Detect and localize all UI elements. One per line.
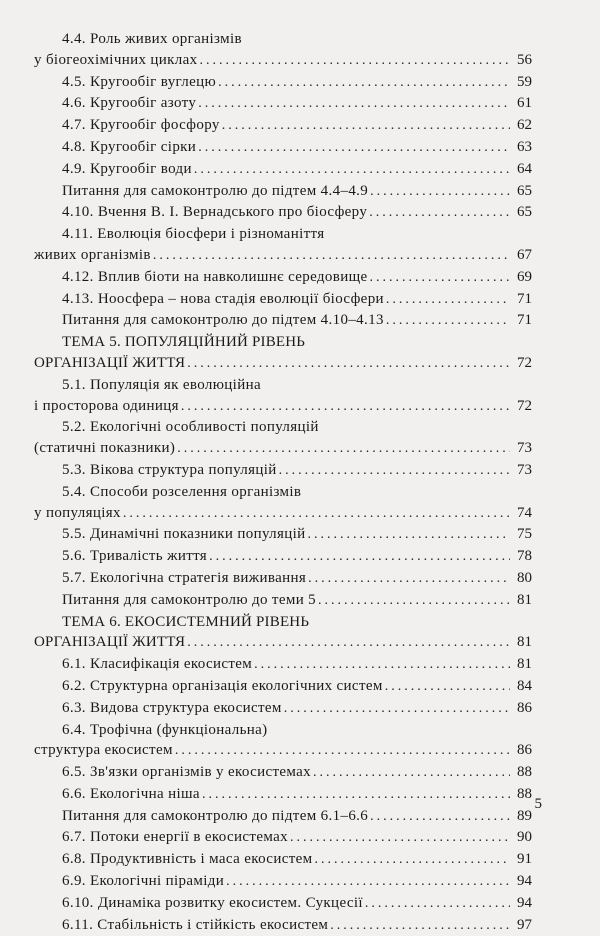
toc-page-number: 97 xyxy=(517,916,532,933)
toc-page-number: 73 xyxy=(517,440,532,457)
toc-entry-line xyxy=(34,590,532,612)
toc-entry-title: Питання для самоконтролю до підтем 4.10–4.13 xyxy=(62,312,384,329)
toc-entry-line xyxy=(34,245,532,267)
toc-page-number: 86 xyxy=(517,699,532,716)
toc-entry xyxy=(34,460,532,482)
dot-leader xyxy=(369,268,510,289)
toc-entry-title: 4.6. Кругообіг азоту xyxy=(62,95,197,112)
toc-entry-title: 4.10. Вчення В. І. Вернадського про біосферу xyxy=(62,204,368,221)
toc-entry-line xyxy=(34,632,532,654)
toc-page-number: 94 xyxy=(517,894,532,911)
toc-entry xyxy=(34,224,532,267)
dot-leader xyxy=(153,246,510,267)
toc-entry-title: у біогеохімічних циклах xyxy=(34,51,198,68)
toc-page-number: 67 xyxy=(517,246,532,263)
toc-entry xyxy=(34,720,532,763)
toc-entry-title: 6.7. Потоки енергії в екосистемах xyxy=(62,829,288,846)
toc-entry-line xyxy=(34,72,532,94)
toc-entry-title: 5.2. Екологічні особливості популяцій xyxy=(62,419,319,436)
toc-entry-title: Питання для самоконтролю до підтем 6.1–6.6 xyxy=(62,807,369,824)
dot-leader xyxy=(200,51,511,72)
dot-leader xyxy=(254,655,510,676)
toc-entry-line xyxy=(34,524,532,546)
toc-page-number: 61 xyxy=(517,95,532,112)
dot-leader xyxy=(313,763,510,784)
dot-leader xyxy=(123,504,510,525)
dot-leader xyxy=(187,633,510,654)
toc-entry-title: 6.6. Екологічна ніша xyxy=(62,785,200,802)
toc-page-number: 75 xyxy=(517,526,532,543)
toc-page-number: 71 xyxy=(517,290,532,307)
dot-leader xyxy=(202,785,510,806)
dot-leader xyxy=(218,73,510,94)
toc-page-number: 88 xyxy=(517,785,532,802)
toc-page-number: 73 xyxy=(517,461,532,478)
dot-leader xyxy=(318,591,510,612)
toc-entry xyxy=(34,676,532,698)
toc-entry-line xyxy=(34,289,532,311)
toc-entry xyxy=(34,698,532,720)
dot-leader xyxy=(370,807,510,828)
toc-entry xyxy=(34,417,532,460)
toc-entry-line xyxy=(34,181,532,203)
toc-page-number: 65 xyxy=(517,204,532,221)
toc-entry xyxy=(34,849,532,871)
toc-entry-title: ТЕМА 6. ЕКОСИСТЕМНИЙ РІВЕНЬ xyxy=(62,613,310,630)
dot-leader xyxy=(198,138,510,159)
toc-entry-line xyxy=(34,806,532,828)
dot-leader xyxy=(222,116,510,137)
toc-entry-line xyxy=(34,224,532,245)
dot-leader xyxy=(308,569,510,590)
toc-page-number: 90 xyxy=(517,829,532,846)
dot-leader xyxy=(284,699,510,720)
toc-entry-title: 4.11. Еволюція біосфери і різноманіття xyxy=(62,226,325,243)
toc-entry-title: 6.4. Трофічна (функціональна) xyxy=(62,721,268,738)
toc-entry xyxy=(34,72,532,94)
toc-entry-line xyxy=(34,332,532,353)
toc-entry xyxy=(34,806,532,828)
dot-leader xyxy=(365,894,510,915)
toc-entry-title: (статичні показники) xyxy=(34,440,176,457)
toc-entry-line xyxy=(34,568,532,590)
toc-entry-title: 4.8. Кругообіг сірки xyxy=(62,138,197,155)
toc-entry xyxy=(34,482,532,525)
toc-entry-line xyxy=(34,871,532,893)
toc-entry-title: 6.9. Екологічні піраміди xyxy=(62,873,225,890)
toc-entry-line xyxy=(34,546,532,568)
toc-entry-line xyxy=(34,93,532,115)
toc-entry-title: ОРГАНІЗАЦІЇ ЖИТТЯ xyxy=(34,634,186,651)
toc-entry-line xyxy=(34,612,532,633)
toc-page-number: 88 xyxy=(517,764,532,781)
toc-page-number: 59 xyxy=(517,73,532,90)
toc-page-number: 81 xyxy=(517,591,532,608)
toc-entry-line xyxy=(34,137,532,159)
toc-entry-line xyxy=(34,460,532,482)
toc-entry xyxy=(34,871,532,893)
toc-page-number: 84 xyxy=(517,677,532,694)
dot-leader xyxy=(209,547,510,568)
toc-entry-title: 4.5. Кругообіг вуглецю xyxy=(62,73,217,90)
table-of-contents xyxy=(34,29,532,936)
toc-entry-line xyxy=(34,267,532,289)
toc-entry xyxy=(34,524,532,546)
toc-entry-line xyxy=(34,396,532,418)
toc-entry-title: 5.4. Способи розселення організмів xyxy=(62,483,302,500)
toc-entry xyxy=(34,181,532,203)
toc-entry-title: 5.1. Популяція як еволюційна xyxy=(62,376,261,393)
toc-entry-title: живих організмів xyxy=(34,246,151,263)
dot-leader xyxy=(385,677,510,698)
toc-entry-line xyxy=(34,676,532,698)
toc-entry-title: Питання для самоконтролю до теми 5 xyxy=(62,591,317,608)
toc-entry-line xyxy=(34,849,532,871)
toc-entry xyxy=(34,159,532,181)
toc-page-number: 74 xyxy=(517,504,532,521)
toc-entry xyxy=(34,915,532,936)
toc-entry xyxy=(34,654,532,676)
dot-leader xyxy=(175,741,510,762)
toc-entry-title: 6.10. Динаміка розвитку екосистем. Сукцесії xyxy=(62,894,363,911)
toc-entry xyxy=(34,762,532,784)
toc-entry-line xyxy=(34,482,532,503)
dot-leader xyxy=(370,182,510,203)
toc-entry-line xyxy=(34,50,532,72)
dot-leader xyxy=(330,916,510,936)
toc-section-heading xyxy=(34,332,532,375)
toc-page-number: 81 xyxy=(517,656,532,673)
dot-leader xyxy=(187,354,510,375)
toc-entry xyxy=(34,827,532,849)
toc-page-number: 71 xyxy=(517,312,532,329)
toc-entry-title: 6.3. Видова структура екосистем xyxy=(62,699,282,716)
toc-page-number: 63 xyxy=(517,138,532,155)
toc-entry-line xyxy=(34,375,532,396)
dot-leader xyxy=(181,397,510,418)
dot-leader xyxy=(198,94,510,115)
toc-entry xyxy=(34,590,532,612)
toc-entry-title: 5.5. Динамічні показники популяцій xyxy=(62,526,306,543)
toc-entry-title: ТЕМА 5. ПОПУЛЯЦІЙНИЙ РІВЕНЬ xyxy=(62,334,306,351)
toc-page-number: 65 xyxy=(517,182,532,199)
toc-entry xyxy=(34,310,532,332)
toc-entry-title: у популяціях xyxy=(34,504,121,521)
dot-leader xyxy=(386,290,510,311)
toc-page-number: 94 xyxy=(517,873,532,890)
toc-entry-title: 5.7. Екологічна стратегія виживання xyxy=(62,569,307,586)
toc-entry-line xyxy=(34,115,532,137)
toc-page-number: 64 xyxy=(517,160,532,177)
toc-entry xyxy=(34,546,532,568)
toc-entry-line xyxy=(34,29,532,50)
toc-page-number: 89 xyxy=(517,807,532,824)
dot-leader xyxy=(314,850,510,871)
dot-leader xyxy=(226,872,510,893)
toc-entry-title: 4.7. Кругообіг фосфору xyxy=(62,117,220,134)
toc-entry-line xyxy=(34,353,532,375)
toc-entry xyxy=(34,202,532,224)
toc-page-number: 72 xyxy=(517,397,532,414)
toc-entry-line xyxy=(34,762,532,784)
toc-page-number: 56 xyxy=(517,51,532,68)
toc-entry-line xyxy=(34,827,532,849)
toc-entry-line xyxy=(34,310,532,332)
toc-entry-title: 6.8. Продуктивність і маса екосистем xyxy=(62,851,313,868)
toc-entry xyxy=(34,289,532,311)
toc-entry-line xyxy=(34,654,532,676)
toc-page-number: 80 xyxy=(517,569,532,586)
toc-entry xyxy=(34,375,532,418)
toc-entry-title: 6.5. Зв'язки організмів у екосистемах xyxy=(62,764,312,781)
dot-leader xyxy=(279,461,510,482)
toc-entry-line xyxy=(34,417,532,438)
toc-entry-title: 4.4. Роль живих організмів xyxy=(62,31,242,47)
toc-entry-title: 5.6. Тривалість життя xyxy=(62,548,208,565)
toc-entry-line xyxy=(34,893,532,915)
toc-entry-title: 6.11. Стабільність і стійкість екосистем xyxy=(62,916,329,933)
toc-page-number: 78 xyxy=(517,548,532,565)
toc-entry-line xyxy=(34,720,532,741)
toc-entry xyxy=(34,29,532,72)
toc-entry-line xyxy=(34,202,532,224)
dot-leader xyxy=(177,439,510,460)
toc-entry-line xyxy=(34,915,532,936)
toc-entry-title: 6.2. Структурна організація екологічних систем xyxy=(62,677,383,694)
toc-entry-title: 4.13. Ноосфера – нова стадія еволюції біосфери xyxy=(62,290,384,307)
page-number: 5 xyxy=(534,796,542,812)
toc-entry-title: ОРГАНІЗАЦІЇ ЖИТТЯ xyxy=(34,354,186,371)
toc-entry xyxy=(34,93,532,115)
dot-leader xyxy=(308,525,510,546)
toc-entry-line xyxy=(34,698,532,720)
toc-entry-title: 5.3. Вікова структура популяцій xyxy=(62,461,277,478)
toc-entry xyxy=(34,893,532,915)
toc-entry xyxy=(34,784,532,806)
toc-entry xyxy=(34,137,532,159)
toc-page-number: 69 xyxy=(517,268,532,285)
toc-entry-title: 4.12. Вплив біоти на навколишнє середовище xyxy=(62,268,368,285)
toc-entry-line xyxy=(34,740,532,762)
toc-page-number: 86 xyxy=(517,742,532,759)
dot-leader xyxy=(369,203,510,224)
toc-page-number: 81 xyxy=(517,634,532,651)
toc-entry-line xyxy=(34,503,532,525)
dot-leader xyxy=(194,160,510,181)
toc-entry-title: Питання для самоконтролю до підтем 4.4–4.9 xyxy=(62,182,369,199)
toc-entry-line xyxy=(34,159,532,181)
toc-page-number: 62 xyxy=(517,117,532,134)
dot-leader xyxy=(290,828,510,849)
toc-entry-title: 6.1. Класифікація екосистем xyxy=(62,656,253,673)
toc-entry-line xyxy=(34,438,532,460)
toc-entry xyxy=(34,267,532,289)
toc-entry-line xyxy=(34,784,532,806)
toc-entry-title: і просторова одиниця xyxy=(34,397,179,414)
toc-entry-title: структура екосистем xyxy=(34,742,173,759)
toc-section-heading xyxy=(34,612,532,655)
toc-entry xyxy=(34,568,532,590)
toc-page-number: 72 xyxy=(517,354,532,371)
dot-leader xyxy=(386,311,510,332)
toc-entry xyxy=(34,115,532,137)
toc-page-number: 91 xyxy=(517,851,532,868)
toc-entry-title: 4.9. Кругообіг води xyxy=(62,160,192,177)
